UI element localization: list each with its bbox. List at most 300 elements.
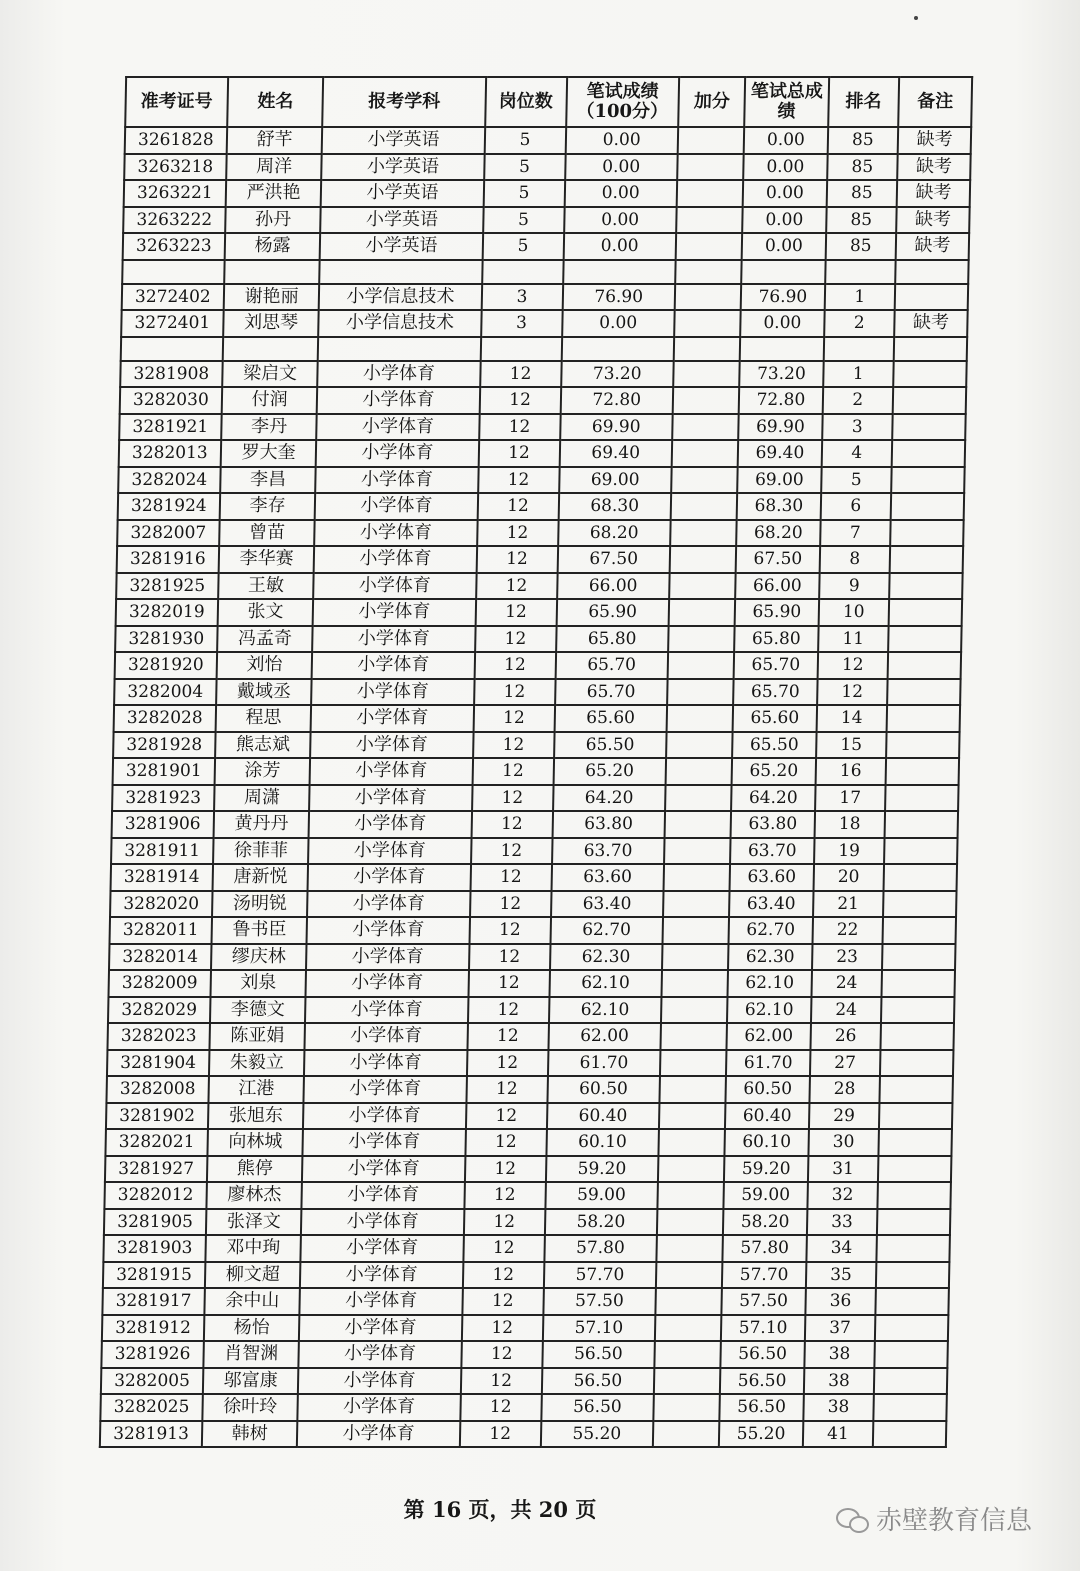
cell-total-score: 69.90: [739, 414, 823, 441]
cell-exam-id: 3281904: [107, 1050, 209, 1077]
cell-subject: 小学体育: [316, 467, 479, 494]
cell-bonus: [661, 997, 728, 1024]
cell-subject: 小学体育: [301, 1209, 464, 1236]
cell-rank: 85: [827, 154, 898, 181]
cell-bonus: [660, 1023, 727, 1050]
cell-total-score: 65.70: [734, 652, 818, 679]
cell-exam-id: 3281920: [115, 652, 217, 679]
cell-exam-id: 3281908: [120, 361, 222, 388]
cell-remark: [878, 1182, 951, 1209]
cell-subject: 小学体育: [303, 1103, 466, 1130]
cell-remark: [882, 944, 955, 971]
cell-written-score: 57.10: [543, 1315, 656, 1342]
cell-rank: 85: [826, 207, 897, 234]
table-row: [106, 1076, 953, 1103]
cell-subject: 小学体育: [303, 1129, 466, 1156]
cell-bonus: [658, 1156, 725, 1183]
cell-subject: 小学体育: [314, 546, 477, 573]
cell-written-score: 69.00: [559, 467, 672, 494]
header-bonus: 加分: [678, 77, 745, 127]
cell-written-score: 64.20: [553, 785, 666, 812]
cell-positions: 12: [471, 811, 553, 838]
header-rank: 排名: [828, 77, 900, 127]
table-row: [102, 1315, 949, 1342]
cell-name: 余中山: [204, 1288, 300, 1315]
cell-positions: 12: [463, 1209, 545, 1236]
table-row: [112, 785, 959, 812]
cell-rank: 2: [822, 387, 893, 414]
table-row: [121, 337, 967, 361]
cell-exam-id: 3282011: [110, 917, 212, 944]
cell-written-score: 65.60: [554, 705, 667, 732]
cell-subject: 小学体育: [308, 838, 471, 865]
cell-subject: 小学英语: [320, 233, 483, 260]
cell-bonus: [653, 1394, 720, 1421]
cell-positions: 12: [459, 1421, 541, 1448]
cell-name: 罗大奎: [221, 440, 317, 467]
cell-total-score: 0.00: [744, 154, 828, 181]
cell-exam-id: 3282025: [100, 1394, 202, 1421]
cell-rank: 10: [818, 599, 889, 626]
cell-total-score: 62.10: [727, 997, 811, 1024]
cell-subject: 小学英语: [321, 207, 484, 234]
cell-total-score: 68.30: [737, 493, 821, 520]
cell-positions: 12: [467, 1023, 549, 1050]
cell-name: 张泽文: [206, 1209, 302, 1236]
cell-written-score: 59.00: [545, 1182, 658, 1209]
cell-rank: 22: [812, 917, 883, 944]
cell-written-score: 65.70: [555, 679, 668, 706]
cell-remark: [886, 758, 959, 785]
score-table: [99, 76, 973, 1448]
cell-remark: [877, 1209, 950, 1236]
cell-rank: 36: [805, 1288, 876, 1315]
cell-name: 李存: [219, 493, 315, 520]
cell-total-score: 63.70: [730, 838, 814, 865]
table-row: [109, 944, 956, 971]
cell-total-score: 66.00: [736, 573, 820, 600]
cell-subject: 小学体育: [302, 1182, 465, 1209]
cell-exam-id: 3282009: [108, 970, 210, 997]
table-row: [118, 493, 965, 520]
cell-subject: [320, 260, 483, 284]
cell-exam-id: 3282030: [120, 387, 222, 414]
cell-positions: 5: [484, 127, 566, 154]
cell-remark: [888, 626, 961, 653]
cell-remark: [884, 864, 957, 891]
cell-subject: 小学体育: [316, 440, 479, 467]
cell-written-score: 62.10: [549, 997, 662, 1024]
table-row: [104, 1182, 951, 1209]
cell-rank: 85: [826, 180, 897, 207]
cell-remark: [892, 414, 965, 441]
cell-rank: 38: [804, 1341, 875, 1368]
cell-total-score: 69.00: [738, 467, 822, 494]
cell-name: 肖智渊: [203, 1341, 299, 1368]
cell-bonus: [675, 284, 742, 311]
cell-total-score: 73.20: [740, 361, 824, 388]
cell-positions: 12: [471, 838, 553, 865]
cell-bonus: [656, 1235, 723, 1262]
cell-subject: 小学体育: [312, 679, 475, 706]
cell-total-score: 65.70: [733, 679, 817, 706]
cell-remark: [885, 811, 958, 838]
cell-name: 刘泉: [210, 970, 306, 997]
cell-remark: [889, 573, 962, 600]
cell-remark: [890, 520, 963, 547]
cell-total-score: 61.70: [726, 1050, 810, 1077]
table-body: [100, 127, 971, 1447]
cell-bonus: [671, 467, 738, 494]
cell-remark: [874, 1394, 947, 1421]
cell-remark: [873, 1421, 946, 1448]
cell-remark: [876, 1288, 949, 1315]
cell-exam-id: 3281914: [111, 864, 213, 891]
table-row: [110, 917, 957, 944]
cell-name: 熊志斌: [215, 732, 311, 759]
cell-rank: 34: [806, 1235, 877, 1262]
cell-name: 李丹: [221, 414, 317, 441]
cell-rank: 15: [816, 732, 887, 759]
cell-name: 陈亚娟: [209, 1023, 305, 1050]
cell-name: 付润: [222, 387, 318, 414]
cell-written-score: 60.40: [547, 1103, 660, 1130]
cell-rank: 32: [807, 1182, 878, 1209]
cell-bonus: [672, 440, 739, 467]
cell-total-score: 0.00: [742, 233, 826, 260]
cell-subject: 小学体育: [311, 732, 474, 759]
cell-subject: 小学英语: [322, 154, 485, 181]
cell-rank: 19: [814, 838, 885, 865]
cell-total-score: 0.00: [744, 127, 828, 154]
cell-remark: [881, 1023, 954, 1050]
cell-remark: [895, 284, 968, 311]
cell-written-score: 69.40: [559, 440, 672, 467]
cell-rank: 9: [819, 573, 890, 600]
cell-bonus: [673, 361, 740, 388]
cell-exam-id: 3282004: [114, 679, 216, 706]
cell-name: 严洪艳: [226, 180, 322, 207]
cell-total-score: [740, 337, 824, 361]
cell-name: 李昌: [220, 467, 316, 494]
cell-exam-id: 3281906: [112, 811, 214, 838]
table-row: [119, 440, 966, 467]
cell-name: 王敏: [218, 573, 314, 600]
cell-rank: 12: [817, 679, 888, 706]
cell-exam-id: [122, 260, 224, 284]
cell-written-score: 63.60: [551, 864, 664, 891]
cell-written-score: 67.50: [557, 546, 670, 573]
cell-exam-id: 3281926: [101, 1341, 203, 1368]
cell-subject: 小学体育: [309, 811, 472, 838]
cell-total-score: 76.90: [741, 284, 825, 311]
cell-exam-id: 3263221: [124, 180, 226, 207]
cell-bonus: [676, 207, 743, 234]
cell-exam-id: 3281925: [116, 573, 218, 600]
cell-name: 谢艳丽: [224, 284, 320, 311]
cell-remark: [880, 1076, 953, 1103]
cell-remark: [884, 838, 957, 865]
cell-bonus: [664, 811, 731, 838]
cell-name: 孙丹: [225, 207, 321, 234]
cell-rank: 24: [811, 970, 882, 997]
cell-bonus: [662, 944, 729, 971]
header-positions: 岗位数: [485, 77, 567, 127]
cell-bonus: [657, 1182, 724, 1209]
cell-bonus: [657, 1209, 724, 1236]
cell-bonus: [654, 1341, 721, 1368]
header-name: 姓名: [227, 77, 324, 127]
cell-rank: 17: [815, 785, 886, 812]
cell-remark: [887, 679, 960, 706]
watermark: [836, 1500, 1032, 1537]
cell-name: [224, 260, 320, 284]
cell-exam-id: 3281915: [103, 1262, 205, 1289]
cell-subject: 小学英语: [322, 127, 485, 154]
table-row: [117, 546, 964, 573]
cell-rank: 12: [817, 652, 888, 679]
cell-bonus: [660, 1050, 727, 1077]
cell-total-score: 68.20: [737, 520, 821, 547]
cell-total-score: 62.10: [728, 970, 812, 997]
cell-written-score: 66.00: [557, 573, 670, 600]
cell-exam-id: 3282005: [101, 1368, 203, 1395]
cell-name: 舒芊: [227, 127, 323, 154]
cell-total-score: 64.20: [731, 785, 815, 812]
cell-subject: 小学体育: [315, 520, 478, 547]
cell-remark: [880, 1050, 953, 1077]
cell-written-score: 61.70: [548, 1050, 661, 1077]
cell-rank: 5: [821, 467, 892, 494]
cell-rank: 4: [821, 440, 892, 467]
cell-positions: 12: [475, 599, 557, 626]
table-row: [122, 260, 968, 284]
cell-subject: 小学体育: [302, 1156, 465, 1183]
cell-bonus: [671, 493, 738, 520]
cell-name: 柳文超: [205, 1262, 301, 1289]
cell-rank: 29: [808, 1103, 879, 1130]
cell-total-score: 56.50: [720, 1394, 804, 1421]
table-row: [124, 180, 971, 207]
cell-subject: 小学体育: [305, 997, 468, 1024]
cell-positions: 12: [466, 1076, 548, 1103]
cell-subject: 小学体育: [313, 599, 476, 626]
cell-written-score: 62.70: [550, 917, 663, 944]
cell-total-score: 57.50: [722, 1288, 806, 1315]
cell-exam-id: 3263223: [123, 233, 225, 260]
table-row: [111, 838, 958, 865]
cell-written-score: 0.00: [562, 310, 675, 337]
table-row: [121, 310, 968, 337]
cell-remark: [876, 1262, 949, 1289]
cell-rank: 2: [824, 310, 895, 337]
cell-exam-id: 3281924: [118, 493, 220, 520]
cell-exam-id: 3282019: [116, 599, 218, 626]
cell-rank: 35: [805, 1262, 876, 1289]
cell-positions: 12: [466, 1103, 548, 1130]
cell-subject: 小学体育: [317, 414, 480, 441]
cell-remark: 缺考: [896, 207, 969, 234]
cell-subject: 小学信息技术: [319, 284, 482, 311]
cell-subject: 小学体育: [310, 785, 473, 812]
cell-subject: 小学体育: [311, 705, 474, 732]
cell-remark: 缺考: [897, 154, 970, 181]
cell-rank: [823, 337, 894, 361]
cell-subject: 小学体育: [300, 1262, 463, 1289]
table-row: [123, 233, 970, 260]
cell-positions: [482, 260, 564, 284]
header-written-score: 笔试成绩（100分）: [566, 77, 679, 127]
cell-total-score: 65.90: [735, 599, 819, 626]
cell-subject: 小学体育: [299, 1341, 462, 1368]
header-exam-id: 准考证号: [125, 77, 228, 127]
cell-rank: 33: [806, 1209, 877, 1236]
cell-name: 刘怡: [216, 652, 312, 679]
cell-rank: 16: [815, 758, 886, 785]
cell-bonus: [667, 679, 734, 706]
cell-name: 杨露: [224, 233, 320, 260]
cell-written-score: 57.70: [544, 1262, 657, 1289]
cell-bonus: [674, 310, 741, 337]
cell-subject: 小学体育: [310, 758, 473, 785]
cell-bonus: [653, 1421, 720, 1448]
cell-remark: [881, 997, 954, 1024]
cell-name: 熊停: [207, 1156, 303, 1183]
cell-bonus: [665, 758, 732, 785]
cell-name: 江港: [208, 1076, 304, 1103]
cell-bonus: [661, 970, 728, 997]
cell-name: 汤明锐: [212, 891, 308, 918]
table-row: [117, 520, 964, 547]
cell-subject: 小学体育: [313, 626, 476, 653]
cell-positions: 5: [483, 180, 565, 207]
cell-written-score: 58.20: [545, 1209, 658, 1236]
cell-total-score: 60.50: [726, 1076, 810, 1103]
cell-exam-id: 3282024: [118, 467, 220, 494]
cell-written-score: 0.00: [564, 207, 677, 234]
cell-written-score: 65.50: [554, 732, 667, 759]
cell-remark: [878, 1156, 951, 1183]
cell-remark: 缺考: [894, 310, 967, 337]
cell-bonus: [673, 387, 740, 414]
table-row: [114, 705, 961, 732]
cell-exam-id: 3261828: [125, 127, 227, 154]
cell-positions: 12: [474, 679, 556, 706]
cell-positions: 12: [465, 1129, 547, 1156]
cell-exam-id: 3282008: [106, 1076, 208, 1103]
cell-bonus: [668, 626, 735, 653]
cell-exam-id: 3282028: [114, 705, 216, 732]
cell-rank: 27: [810, 1050, 881, 1077]
cell-subject: 小学体育: [306, 944, 469, 971]
table-row: [105, 1156, 952, 1183]
cell-written-score: 0.00: [564, 180, 677, 207]
cell-positions: 12: [472, 785, 554, 812]
cell-rank: 18: [814, 811, 885, 838]
cell-positions: 12: [467, 1050, 549, 1077]
cell-rank: 38: [803, 1368, 874, 1395]
cell-exam-id: 3281912: [102, 1315, 204, 1342]
cell-total-score: 59.00: [724, 1182, 808, 1209]
cell-total-score: 57.70: [722, 1262, 806, 1289]
cell-rank: 30: [808, 1129, 879, 1156]
cell-exam-id: 3263222: [123, 207, 225, 234]
cell-exam-id: 3282013: [119, 440, 221, 467]
cell-rank: 20: [813, 864, 884, 891]
cell-name: 鲁书臣: [211, 917, 307, 944]
cell-name: 徐叶玲: [202, 1394, 298, 1421]
cell-name: [223, 337, 319, 361]
cell-total-score: 69.40: [738, 440, 822, 467]
cell-written-score: [561, 337, 674, 361]
cell-remark: [875, 1315, 948, 1342]
cell-positions: 5: [482, 233, 564, 260]
cell-bonus: [655, 1315, 722, 1342]
cell-bonus: [663, 891, 730, 918]
cell-subject: 小学体育: [304, 1076, 467, 1103]
cell-rank: 31: [807, 1156, 878, 1183]
cell-subject: 小学体育: [297, 1421, 460, 1448]
cell-remark: [885, 785, 958, 812]
cell-name: 邬富康: [203, 1368, 299, 1395]
cell-bonus: [655, 1288, 722, 1315]
cell-subject: 小学体育: [315, 493, 478, 520]
cell-bonus: [666, 705, 733, 732]
cell-rank: 37: [804, 1315, 875, 1342]
cell-positions: 12: [479, 387, 561, 414]
table-header-row: [125, 77, 972, 127]
cell-bonus: [669, 573, 736, 600]
table-row: [108, 970, 955, 997]
cell-exam-id: 3272401: [121, 310, 223, 337]
cell-remark: [893, 387, 966, 414]
cell-positions: 12: [472, 758, 554, 785]
chat-bubbles-icon: [836, 1506, 868, 1532]
cell-positions: 12: [470, 864, 552, 891]
cell-subject: 小学体育: [307, 917, 470, 944]
table-row: [101, 1368, 948, 1395]
cell-bonus: [662, 917, 729, 944]
cell-name: 杨怡: [204, 1315, 300, 1342]
table-row: [113, 732, 960, 759]
cell-positions: 12: [464, 1182, 546, 1209]
table-row: [125, 127, 972, 154]
cell-positions: 12: [460, 1394, 542, 1421]
cell-total-score: 67.50: [736, 546, 820, 573]
cell-name: 戴域丞: [216, 679, 312, 706]
cell-exam-id: 3281930: [115, 626, 217, 653]
cell-subject: 小学体育: [300, 1288, 463, 1315]
cell-subject: 小学体育: [306, 970, 469, 997]
cell-written-score: 0.00: [565, 154, 678, 181]
table-row: [102, 1288, 949, 1315]
cell-remark: [887, 705, 960, 732]
cell-positions: 12: [473, 705, 555, 732]
cell-bonus: [670, 546, 737, 573]
cell-exam-id: 3281917: [102, 1288, 204, 1315]
cell-positions: 12: [479, 414, 561, 441]
cell-rank: 26: [810, 1023, 881, 1050]
cell-total-score: 65.20: [732, 758, 816, 785]
cell-rank: 21: [813, 891, 884, 918]
cell-positions: 12: [480, 361, 562, 388]
cell-remark: [893, 361, 966, 388]
cell-name: 曾苗: [219, 520, 315, 547]
cell-positions: 12: [474, 652, 556, 679]
cell-total-score: 0.00: [743, 207, 827, 234]
cell-written-score: 73.20: [561, 361, 674, 388]
cell-name: 朱毅立: [209, 1050, 305, 1077]
